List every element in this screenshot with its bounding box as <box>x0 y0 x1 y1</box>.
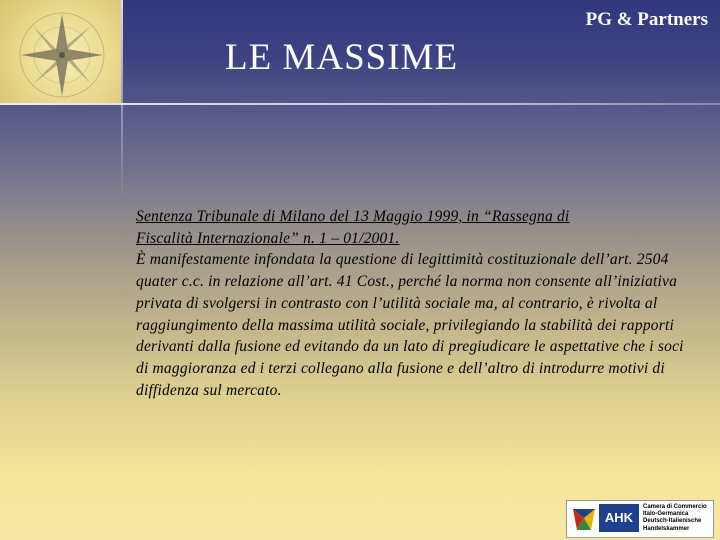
vertical-divider <box>121 0 123 200</box>
company-name: PG & Partners <box>585 9 708 30</box>
compass-rose-icon <box>0 0 121 103</box>
ahk-logo <box>566 500 714 538</box>
main-text <box>136 206 696 401</box>
ahk-emblem-icon <box>571 506 597 532</box>
horizontal-divider <box>0 103 720 105</box>
ahk-line-4: Handelskammer <box>643 525 690 532</box>
ahk-caption <box>643 504 711 533</box>
ahk-line-2: Italo-Germanica <box>643 511 689 518</box>
ruling-text: È manifestamente infondata la questione di legittimità costituzionale dell’art. 2504 quater c.c. in relazione all’art. 41 Cost., perché la norma non consente all’iniziativa privata di svolgersi in contrasto con l’utilità sociale ma, al contrario, è rivolta al raggiungimento della massima utilità sociale, privilegiando la stabilità dei rapporti derivanti dalla fusione ed evitando da un lato di pregiudicare le aspettative che i soci di maggioranza ed i terzi collegano alla fusione e dell’altro di introdurre motivi di diffidenza sul mercato. <box>136 251 684 399</box>
page-title: LE MASSIME <box>225 37 459 78</box>
ahk-line-3: Deutsch-Italienische <box>643 518 702 525</box>
compass-logo <box>0 0 121 103</box>
citation-line-2: Fiscalità Internazionale” n. 1 – 01/2001. <box>136 229 400 247</box>
ahk-abbreviation: AHK <box>599 504 639 532</box>
ahk-line-1: Camera di Commercio <box>643 504 707 510</box>
citation-line-1: Sentenza Tribunale di Milano del 13 Maggio 1999, in “Rassegna di <box>136 208 570 225</box>
